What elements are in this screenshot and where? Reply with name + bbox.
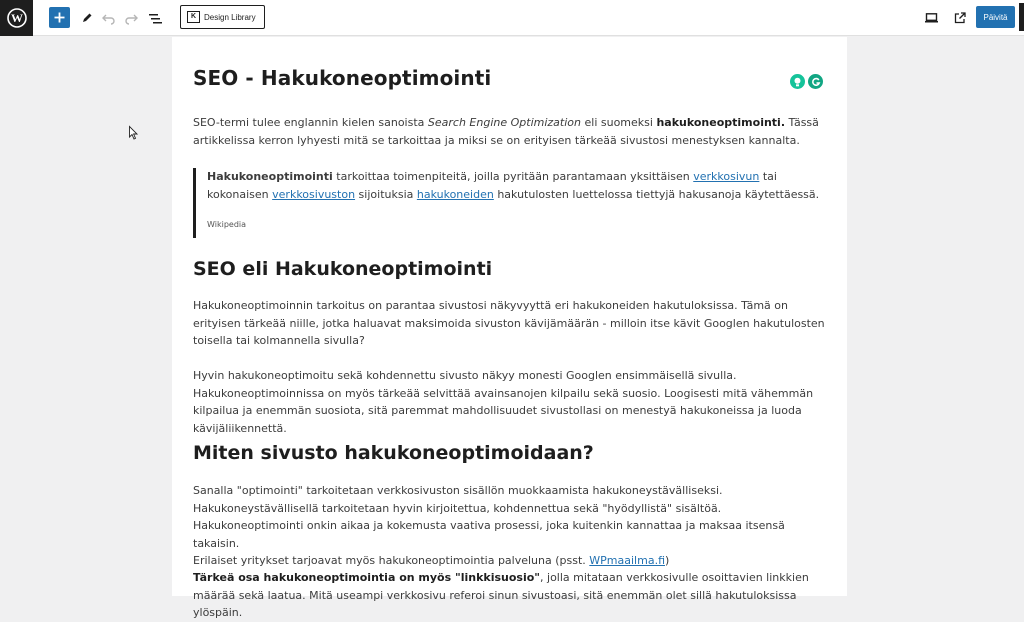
link-hakukoneiden[interactable]: hakukoneiden	[416, 188, 494, 201]
preview-button[interactable]	[921, 8, 941, 28]
design-library-label: Design Library	[204, 12, 256, 22]
add-block-button[interactable]	[49, 7, 70, 28]
external-link-icon	[954, 12, 966, 24]
heading-miten-sivusto[interactable]: Miten sivusto hakukoneoptimoidaan?	[193, 442, 594, 464]
document-overview-button[interactable]	[145, 8, 165, 28]
grammarly-widget[interactable]	[790, 74, 828, 92]
editor-canvas[interactable]	[172, 37, 847, 619]
view-post-button[interactable]	[950, 8, 970, 28]
plus-icon	[54, 12, 65, 23]
link-verkkosivuston[interactable]: verkkosivuston	[272, 188, 356, 201]
mouse-cursor-icon	[129, 125, 139, 144]
redo-icon	[124, 12, 138, 24]
settings-toggle-edge[interactable]	[1019, 3, 1024, 31]
editor-toolbar	[0, 0, 1024, 36]
design-library-button[interactable]	[180, 5, 265, 29]
paragraph-targeted-site[interactable]: Hyvin hakukoneoptimoitu sekä kohdennettu sivusto näkyy monesti Googlen ensimmäisellä sivulla. Hakukoneoptimoinnissa on myös tärkeää selvittää avainsanojen kilpailu sekä suosio. Loogisesti mitä vähemmän kilpailua ja enemmän suosiota, sitä paremmat mahdollisuudet sivustollasi on menestyä hakukoneissa ja luoda kävijäliikennettä.	[193, 369, 814, 435]
tools-button[interactable]	[77, 8, 97, 28]
undo-icon	[102, 12, 116, 24]
pencil-icon	[81, 12, 93, 24]
desktop-preview-icon	[925, 13, 938, 23]
intro-paragraph[interactable]: SEO-termi tulee englannin kielen sanoista Search Engine Optimization eli suomeksi hakukoneoptimointi. Tässä artikkelissa kerron lyhyesti mitä se tarkoittaa ja miksi se on erityisen tärkeää sivustosi menestyksen kannalta.	[193, 116, 819, 147]
link-wpmaailma[interactable]: WPmaailma.fi	[589, 554, 665, 567]
lightbulb-icon[interactable]	[790, 74, 805, 89]
heading-seo-eli-hakukoneoptimointi[interactable]: SEO eli Hakukoneoptimointi	[193, 258, 493, 280]
redo-button[interactable]	[121, 8, 141, 28]
design-library-icon: K	[187, 11, 200, 23]
grammarly-icon[interactable]	[808, 74, 823, 89]
link-verkkosivun[interactable]: verkkosivun	[693, 170, 760, 183]
quote-text: Hakukoneoptimointi tarkoittaa toimenpiteitä, joilla pyritään parantamaan yksittäisen verkkosivun tai kokonaisen verkkosivuston sijoituksia hakukoneiden hakutulosten luettelossa tiettyjä hakusanoja käytettäessä.	[207, 170, 820, 201]
quote-citation: Wikipedia	[207, 220, 247, 229]
wikipedia-quote[interactable]	[193, 168, 823, 238]
update-button[interactable]: Päivitä	[976, 6, 1015, 28]
undo-button[interactable]	[99, 8, 119, 28]
paragraph-optimization[interactable]: Sanalla "optimointi" tarkoitetaan verkkosivuston sisällön muokkaamista hakukoneystävälliseksi. Hakukoneystävällisellä tarkoitetaan hyvin kirjoitettua, kohdennettua sekä "hyödyllistä" sisältöä. Hakukoneoptimointi onkin aikaa ja kokemusta vaativa prosessi, joka kuitenkin kannattaa ja maksaa itsensä takaisin. Erilaiset yritykset tarjoavat myös hakukoneoptimointia palveluna (psst. WPmaailma.fi)	[193, 484, 785, 567]
list-view-icon	[149, 13, 162, 24]
post-title[interactable]: SEO - Hakukoneoptimointi	[193, 66, 492, 90]
svg-text:W: W	[10, 11, 23, 25]
paragraph-purpose[interactable]: Hakukoneoptimoinnin tarkoitus on parantaa sivustosi näkyvyyttä eri hakukoneiden hakutuloksissa. Tämä on erityisen tärkeää niille, jotka haluavat maksimoida sivuston kävijämäärän - milloin itse kävit Googlen hakutulosten toisella tai kolmannella sivulla?	[193, 299, 825, 347]
paragraph-link-popularity[interactable]: Tärkeä osa hakukoneoptimointia on myös "linkkisuosio", jolla mitataan verkkosivulle osoittavien linkkien määrää sekä laatua. Mitä useampi verkkosivu referoi sinun sivustoasi, sitä enemmän olet sillä hakutuloksissa ylöspäin.	[193, 571, 809, 619]
wordpress-logo-icon[interactable]	[0, 0, 33, 36]
